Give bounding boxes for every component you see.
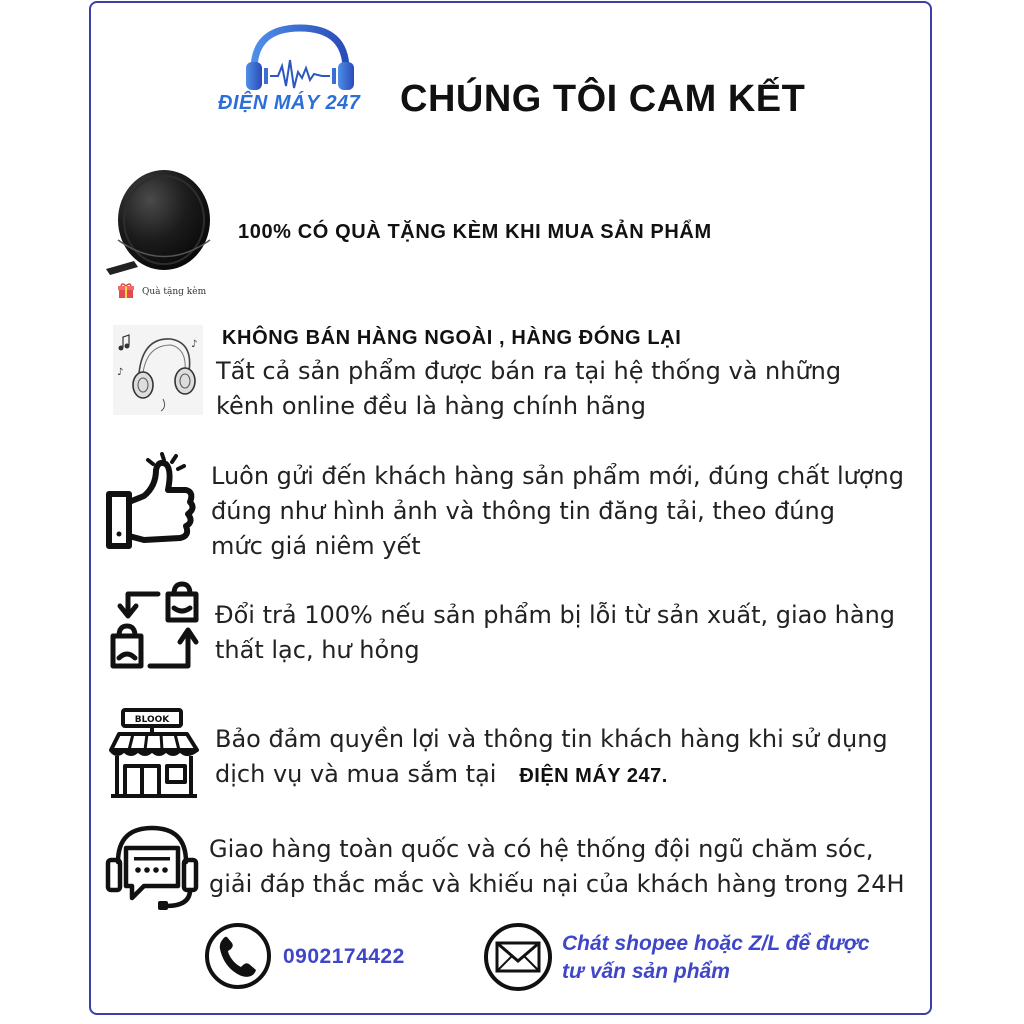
quality-line: mức giá niêm yết xyxy=(211,532,421,560)
returns-text xyxy=(215,598,895,668)
store-sign-text: BLOOK xyxy=(134,715,170,725)
genuine-text xyxy=(216,354,841,424)
genuine-line: Tất cả sản phẩm được bán ra tại hệ thống và những xyxy=(216,357,842,385)
chat-line: Chát shopee hoặc Z/L để được xyxy=(562,932,870,955)
returns-line: thất lạc, hư hỏng xyxy=(215,636,420,664)
support-chat-icon xyxy=(104,824,199,914)
phone-number[interactable]: 0902174422 xyxy=(283,945,405,968)
gift-case-icon xyxy=(104,165,214,280)
delivery-line: Giao hàng toàn quốc và có hệ thống đội ngũ chăm sóc, xyxy=(209,835,874,863)
genuine-line: kênh online đều là hàng chính hãng xyxy=(216,392,647,420)
quality-line: Luôn gửi đến khách hàng sản phẩm mới, đúng chất lượng xyxy=(211,462,904,490)
page-title: CHÚNG TÔI CAM KẾT xyxy=(400,78,806,120)
svg-text:♪: ♪ xyxy=(191,339,198,350)
headphones-sketch-icon xyxy=(113,325,203,415)
rights-text xyxy=(215,722,888,794)
returns-line: Đổi trả 100% nếu sản phẩm bị lỗi từ sản xuất, giao hàng xyxy=(215,601,896,629)
exchange-icon xyxy=(108,580,203,675)
mail-icon[interactable] xyxy=(482,921,554,993)
store-icon xyxy=(107,706,202,801)
chat-instructions[interactable] xyxy=(562,930,870,986)
gift-caption: Quà tặng kèm xyxy=(142,287,207,297)
rights-line-text: dịch vụ và mua sắm tại xyxy=(215,760,497,788)
svg-text:♪: ♪ xyxy=(117,367,124,378)
rights-line xyxy=(215,757,888,794)
chat-line: tư vấn sản phẩm xyxy=(562,960,730,983)
quality-text xyxy=(211,459,904,564)
phone-icon[interactable] xyxy=(203,921,273,991)
headphones-logo-icon xyxy=(240,22,360,97)
delivery-text xyxy=(209,832,905,902)
gift-heading: 100% CÓ QUÀ TẶNG KÈM KHI MUA SẢN PHẨM xyxy=(238,221,712,243)
thumbs-up-icon xyxy=(104,452,196,552)
quality-line: đúng như hình ảnh và thông tin đăng tải, theo đúng xyxy=(211,497,835,525)
logo-text: ĐIỆN MÁY 247 xyxy=(218,92,361,114)
rights-line: Bảo đảm quyền lợi và thông tin khách hàng khi sử dụng xyxy=(215,725,888,753)
genuine-heading: KHÔNG BÁN HÀNG NGOÀI , HÀNG ĐÓNG LẠI xyxy=(222,327,682,349)
brand-name: ĐIỆN MÁY 247. xyxy=(519,765,668,787)
gift-icon xyxy=(117,283,135,299)
delivery-line: giải đáp thắc mắc và khiếu nại của khách hàng trong 24H xyxy=(209,870,905,898)
